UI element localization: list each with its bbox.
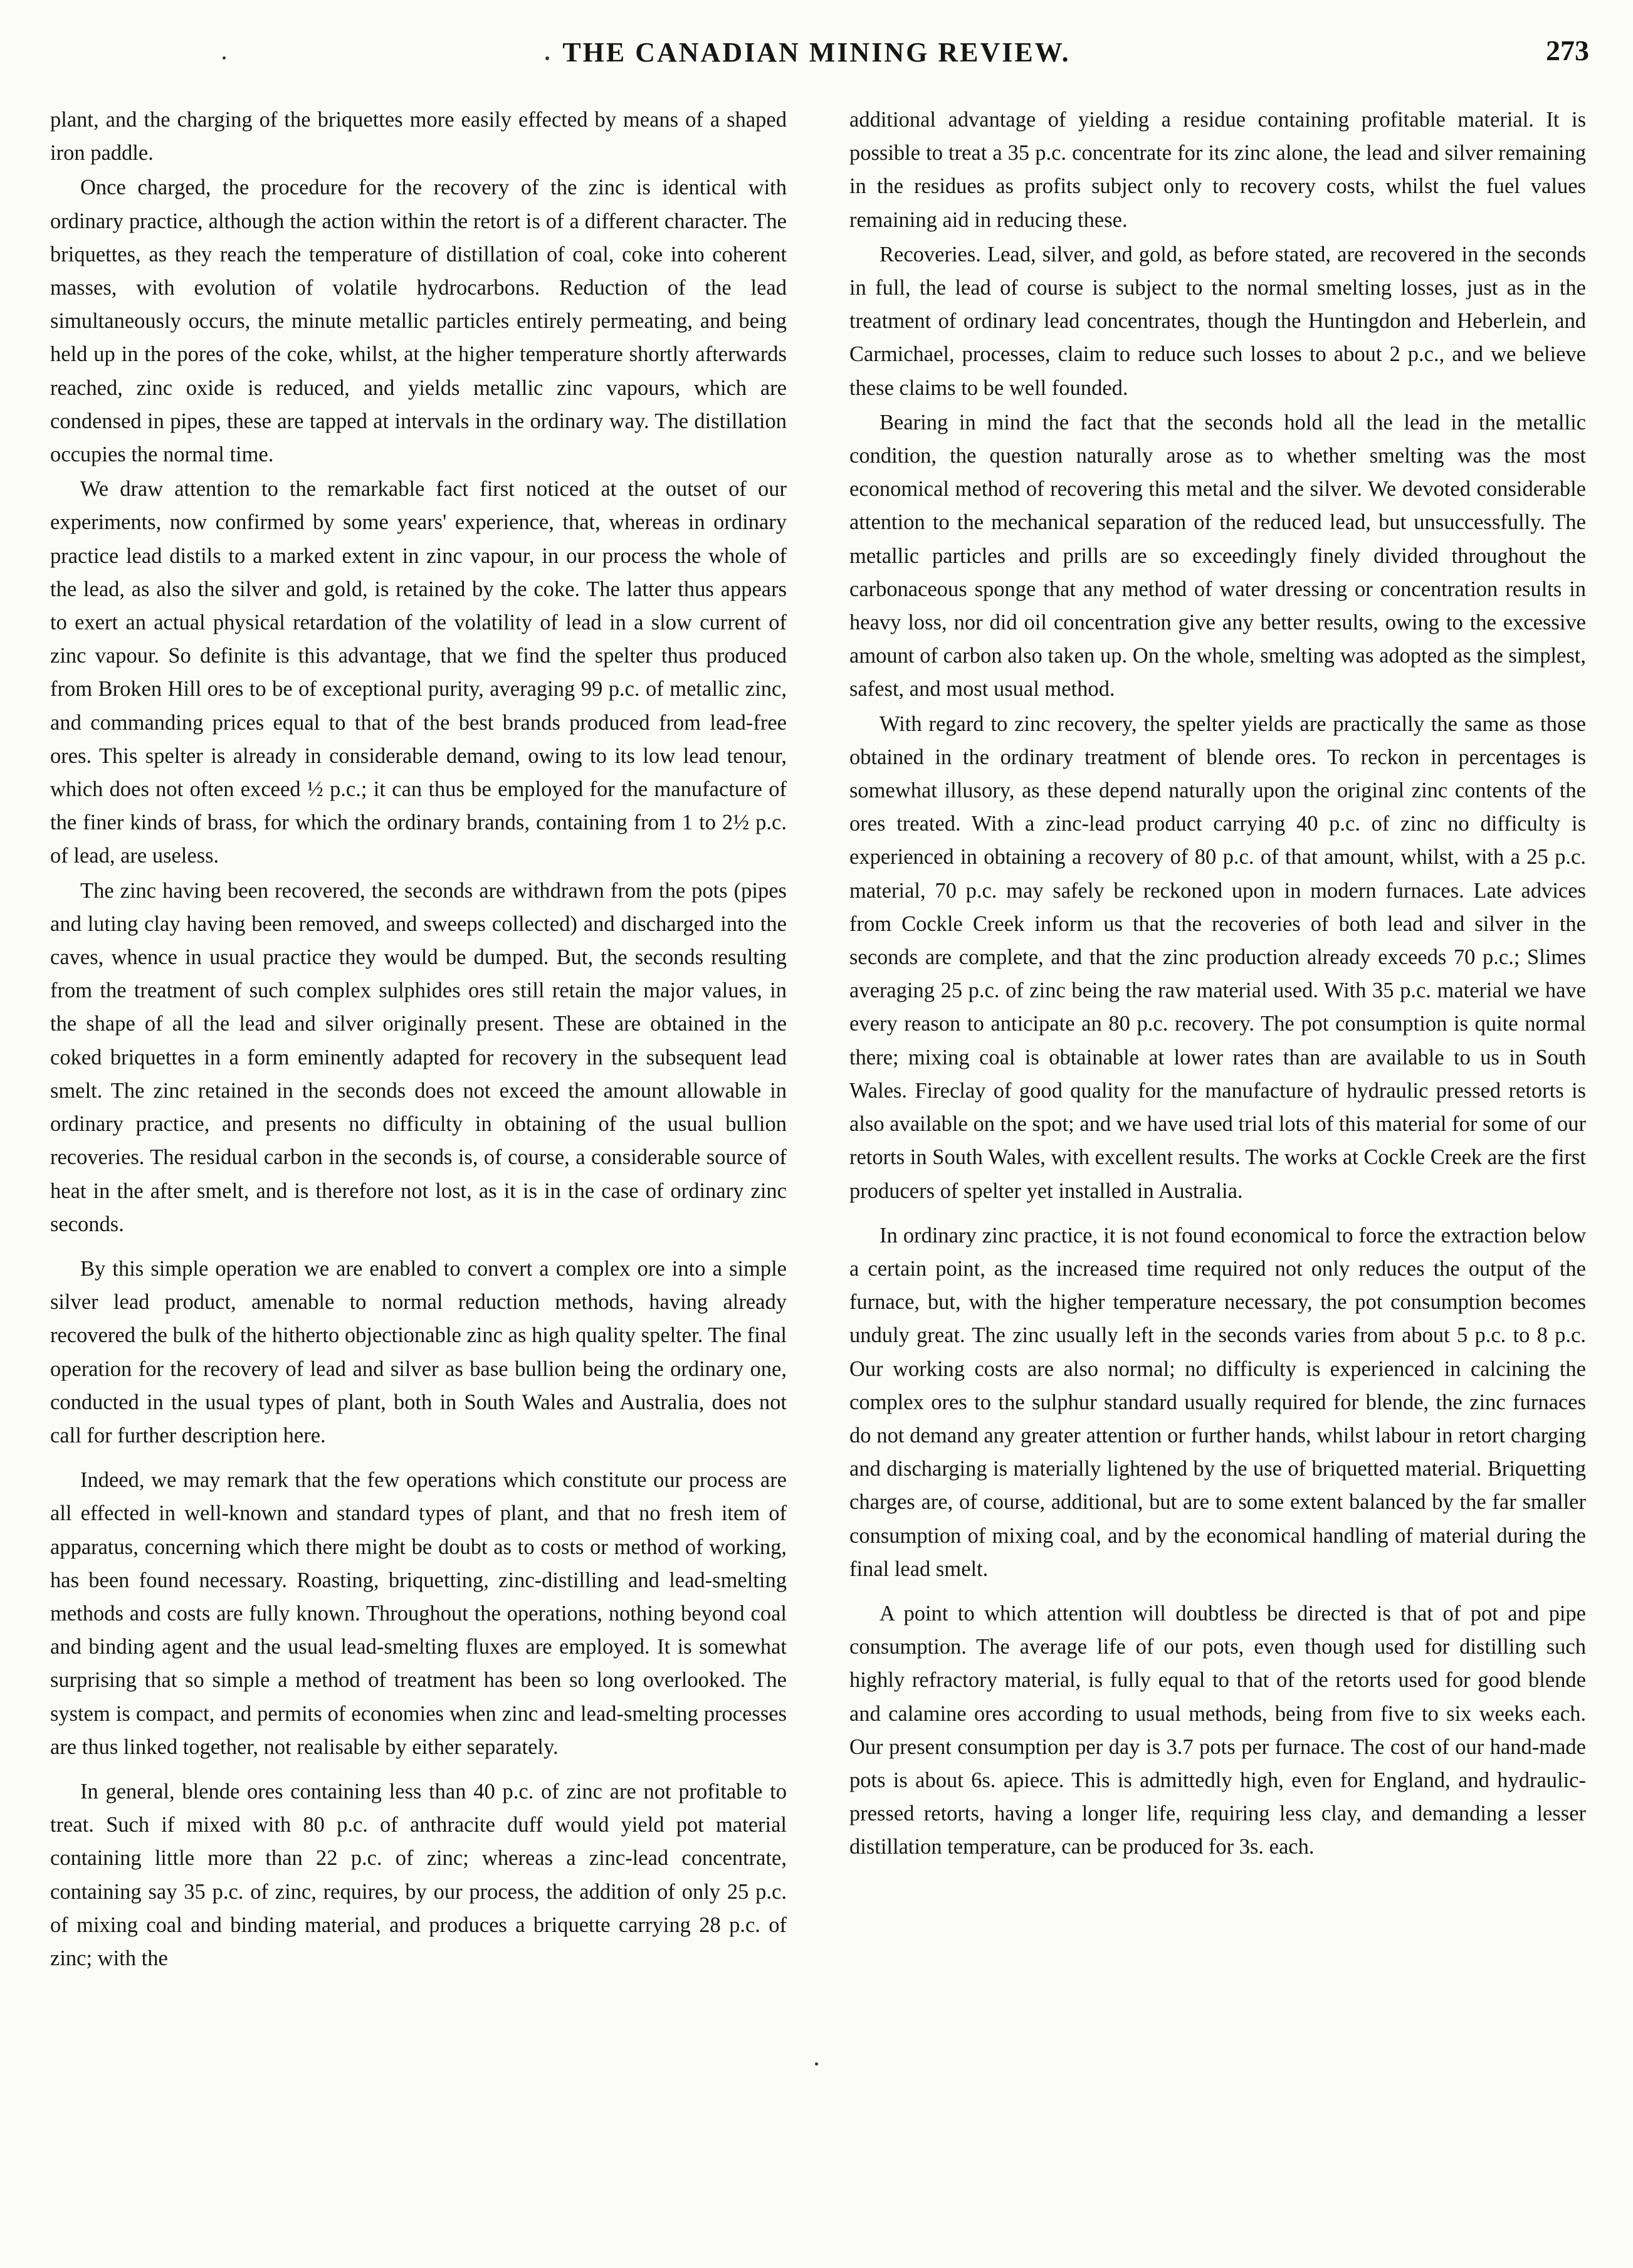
paragraph: By this simple operation we are enabled to convert a complex ore into a simple silver lead product, amenable to normal reduction methods, having already recovered the bulk of the hitherto objectionable zinc as high quality spelter. The final operation for the recovery of lead and silver as base bullion being the ordinary one, conducted in the usual types of plant, both in South Wales and Australia, does not call for further description here. xyxy=(50,1256,787,1447)
paragraph: With regard to zinc recovery, the spelter yields are practically the same as those obtained in the ordinary treatment of blende ores. To reckon in percentages is somewhat illusory, as these depend naturally upon the original zinc contents of the ores treated. With a zinc-lead product carrying 40 p.c. of zinc no difficulty is experienced in obtaining a recovery of 80 p.c. of that amount, whilst, with a 25 p.c. material, 70 p.c. may safely be reckoned upon in modern furnaces. Late advices from Cockle Creek inform us that the recoveries of both lead and silver in the seconds are complete, and that the zinc production already exceeds 70 p.c.; Slimes averaging 25 p.c. of zinc being the raw material used. With 35 p.c. material we have every reason to anticipate an 80 p.c. recovery. The pot consumption is quite normal there; mixing coal is obtainable at lower rates than are available to us in South Wales. Fireclay of good quality for the manufacture of hydraulic pressed retorts is also available on the spot; and we have used trial lots of this material for some of our retorts in South Wales, with excellent results. The works at Cockle Creek are the first producers of spelter yet installed in Australia. xyxy=(849,711,1586,1203)
print-speck xyxy=(815,2062,818,2066)
page-header xyxy=(0,25,1633,81)
paragraph: plant, and the charging of the briquettes more easily effected by means of a shaped iron paddle. xyxy=(50,108,787,165)
right-column xyxy=(849,103,1586,1864)
paragraph: In general, blende ores containing less than 40 p.c. of zinc are not profitable to treat. Such if mixed with 80 p.c. of anthracite duff would yield pot material containing little more than 22 p.c. of zinc; whereas a zinc-lead concentrate, containing say 35 p.c. of zinc, requires, by our process, the addition of only 25 p.c. of mixing coal and binding material, and produces a briquette carrying 28 p.c. of zinc; with the xyxy=(50,1779,787,1970)
paragraph: Bearing in mind the fact that the seconds hold all the lead in the metallic condition, the question naturally arose as to whether smelting was the most economical method of recovering this metal and the silver. We devoted considerable attention to the mechanical separation of the reduced lead, but unsuccessfully. The metallic particles and prills are so exceedingly finely divided throughout the carbonaceous sponge that any method of water dressing or concentration results in heavy loss, nor did oil concentration give any better results, owing to the excessive amount of carbon also taken up. On the whole, smelting was adopted as the simplest, safest, and most usual method. xyxy=(849,410,1586,701)
paragraph: Indeed, we may remark that the few operations which constitute our process are all effected in well-known and standard types of plant, and that no fresh item of apparatus, concerning which there might be doubt as to costs or method of working, has been found necessary. Roasting, briquetting, zinc-distilling and lead-smelting methods and costs are fully known. Throughout the operations, nothing beyond coal and binding agent and the usual lead-smelting fluxes are employed. It is somewhat surprising that so simple a method of treatment has been so long overlooked. The system is compact, and permits of economies when zinc and lead-smelting processes are thus linked together, not realisable by either separately. xyxy=(50,1468,787,1759)
paragraph: In ordinary zinc practice, it is not found economical to force the extraction below a certain point, as the increased time required not only reduces the output of the furnace, but, with the higher temperature necessary, the pot consumption becomes unduly great. The zinc usually left in the seconds varies from about 5 p.c. to 8 p.c. Our working costs are also normal; no difficulty is experienced in calcining the complex ores to the sulphur standard usually required for blende, the zinc furnaces do not demand any greater attention or further hands, whilst labour in retort charging and discharging is materially lightened by the use of briquetted material. Briquetting charges are, of course, additional, but are to some extent balanced by the far smaller consumption of mixing coal, and by the economical handling of material during the final lead smelt. xyxy=(849,1223,1586,1581)
page-number: 273 xyxy=(1546,34,1589,66)
running-title: THE CANADIAN MINING REVIEW. xyxy=(562,37,1071,68)
paragraph: The zinc having been recovered, the seconds are withdrawn from the pots (pipes and luting clay having been removed, and sweeps collected) and discharged into the caves, whence in usual practice they would be dumped. But, the seconds resulting from the treatment of such complex sulphides ores still retain the major values, in the shape of all the lead and silver originally present. These are obtained in the coked briquettes in a form eminently adapted for recovery in the subsequent lead smelt. The zinc retained in the seconds does not exceed the amount allowable in ordinary practice, and presents no difficulty in obtaining of the usual bullion recoveries. The residual carbon in the seconds is, of course, a considerable source of heat in the after smelt, and is therefore not lost, as it is in the case of ordinary zinc seconds. xyxy=(50,878,787,1236)
left-column xyxy=(50,103,787,1975)
paragraph: We draw attention to the remarkable fact first noticed at the outset of our experiments, now confirmed by some years' experience, that, whereas in ordinary practice lead distils to a marked extent in zinc vapour, in our process the whole of the lead, as also the silver and gold, is retained by the coke. The latter thus appears to exert an actual physical retardation of the volatility of lead in a slow current of zinc vapour. So definite is this advantage, that we find the spelter thus produced from Broken Hill ores to be of exceptional purity, averaging 99 p.c. of metallic zinc, and commanding prices equal to that of the best brands produced from lead-free ores. This spelter is already in considerable demand, owing to its low lead tenour, which does not often exceed ½ p.c.; it can thus be employed for the manufacture of the finer kinds of brass, for which the ordinary brands, containing from 1 to 2½ p.c. of lead, are useless. xyxy=(50,477,787,868)
print-speck xyxy=(545,56,549,60)
paragraph: additional advantage of yielding a residue containing profitable material. It is possible to treat a 35 p.c. concentrate for its zinc alone, the lead and silver remaining in the residues as profits subject only to recovery costs, whilst the fuel values remaining aid in reducing these. xyxy=(849,108,1586,232)
paragraph: Once charged, the procedure for the recovery of the zinc is identical with ordinary practice, although the action within the retort is of a different character. The briquettes, as they reach the temperature of distillation of coal, coke into coherent masses, with evolution of volatile hydrocarbons. Reduction of the lead simultaneously occurs, the minute metallic particles entirely permeating, and being held up in the pores of the coke, whilst, at the higher temperature shortly afterwards reached, zinc oxide is reduced, and yields metallic zinc vapours, which are condensed in pipes, these are tapped at intervals in the ordinary way. The distillation occupies the normal time. xyxy=(50,176,787,467)
paragraph: A point to which attention will doubtless be directed is that of pot and pipe consumption. The average life of our pots, even though used for distilling such highly refractory material, is fully equal to that of the retorts used for good blende and calamine ores according to usual methods, being from five to six weeks each. Our present consumption per day is 3.7 pots per furnace. The cost of our hand-made pots is about 6s. apiece. This is admittedly high, even for England, and hydraulic-pressed retorts, having a longer life, requiring less clay, and demanding a lesser distillation temperature, can be produced for 3s. each. xyxy=(849,1601,1586,1859)
paragraph: Recoveries. Lead, silver, and gold, as before stated, are recovered in the seconds in full, the lead of course is subject to the normal smelting losses, just as in the treatment of ordinary lead concentrates, though the Huntingdon and Heberlein, and Carmichael, processes, claim to reduce such losses to about 2 p.c., and we believe these claims to be well founded. xyxy=(849,242,1586,400)
print-speck xyxy=(223,56,226,60)
